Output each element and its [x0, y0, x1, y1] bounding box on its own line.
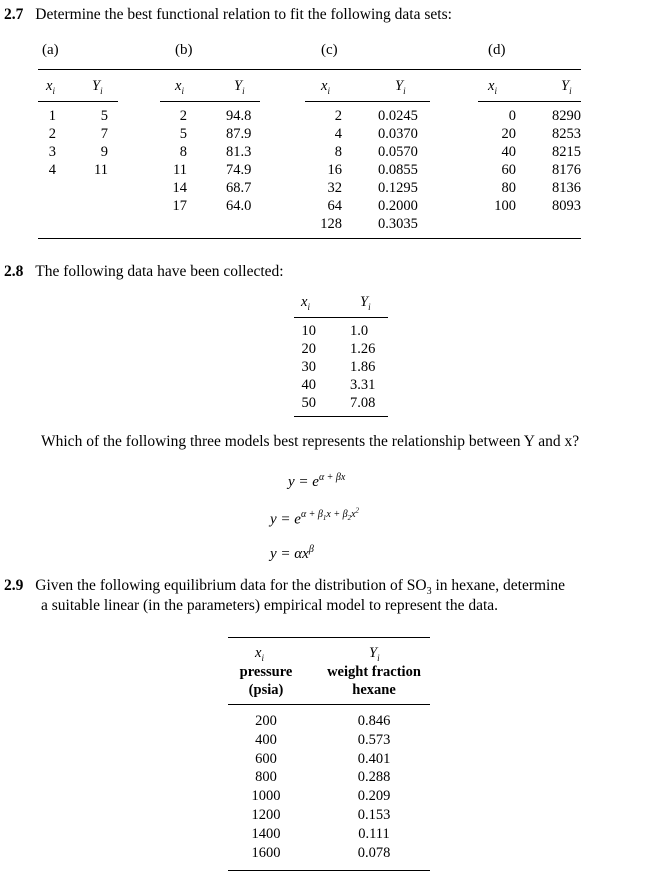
column-x	[296, 322, 316, 412]
column-pressure	[228, 712, 304, 862]
header-y-line2: hexane	[352, 682, 396, 698]
cell: 2	[334, 108, 342, 124]
problem-2-8-heading	[4, 263, 284, 281]
header-y-symbol: $Y_i$	[369, 645, 380, 663]
set-label-d: (d)	[488, 42, 506, 58]
cell: 32	[327, 180, 342, 196]
cell: 0.0855	[378, 162, 418, 178]
problem-number: 2.9	[4, 577, 24, 594]
equation-2: $y = e^{\alpha + \beta_1x + \beta_2x^2}$	[270, 507, 360, 528]
cell: 0.1295	[378, 180, 418, 196]
cell: 0.0570	[378, 144, 418, 160]
column-y-b	[226, 107, 266, 215]
table-bottom-rule	[228, 870, 430, 871]
cell: 5	[179, 126, 187, 142]
cell: 0.0370	[378, 126, 418, 142]
cell: 81.3	[226, 144, 252, 160]
cell: 7	[100, 126, 108, 142]
cell: 9	[100, 144, 108, 160]
cell: 400	[255, 731, 277, 748]
cell: 0.078	[357, 844, 391, 861]
cell: 80	[501, 180, 516, 196]
cell: 7.08	[350, 395, 376, 411]
cell: 40	[501, 144, 516, 160]
column-x-c	[310, 107, 342, 233]
header-y-c: $Y_i$	[395, 78, 406, 96]
problem-text: The following data have been collected:	[35, 263, 284, 280]
cell: 2	[179, 108, 187, 124]
cell: 8136	[552, 180, 581, 196]
equation-3: $y = \alpha x^\beta$	[270, 544, 314, 562]
table-bottom-rule	[38, 238, 581, 239]
problem-number: 2.7	[4, 6, 24, 23]
cell: 0.153	[357, 806, 391, 823]
cell: 11	[173, 162, 187, 178]
header-rule-a	[38, 101, 118, 102]
cell: 0.0245	[378, 108, 418, 124]
cell: 8253	[552, 126, 581, 142]
cell: 8	[179, 144, 187, 160]
column-x-d	[482, 107, 516, 215]
header-rule-d	[478, 101, 581, 102]
cell: 8093	[552, 198, 581, 214]
cell: 5	[100, 108, 108, 124]
header-rule-c	[305, 101, 430, 102]
cell: 0	[508, 108, 516, 124]
cell: 0.209	[357, 788, 391, 805]
cell: 3	[48, 144, 56, 160]
header-y-b: $Y_i$	[234, 78, 245, 96]
table-top-rule	[38, 69, 581, 70]
cell: 0.401	[357, 750, 391, 767]
cell: 128	[320, 216, 342, 232]
column-y-a	[86, 107, 108, 179]
column-x-b	[165, 107, 187, 215]
header-y-d: $Y_i$	[561, 78, 572, 96]
header-x-line1: pressure	[239, 664, 293, 680]
cell: 10	[301, 323, 316, 339]
cell: 4	[48, 162, 56, 178]
problem-text-line1-start: Given the following equilibrium data for the distribution of SO	[35, 577, 427, 594]
cell: 87.9	[226, 126, 252, 142]
cell: 0.2000	[378, 198, 418, 214]
cell: 200	[255, 713, 277, 729]
cell: 0.573	[357, 731, 391, 748]
header-x-a: $x_i$	[46, 78, 55, 96]
cell: 1.26	[350, 341, 376, 357]
column-y	[350, 322, 390, 412]
header-x-b: $x_i$	[175, 78, 184, 96]
equation-1: $y = e^{\alpha + \beta x}$	[288, 472, 346, 490]
cell: 40	[301, 377, 316, 393]
cell: 64	[327, 198, 342, 214]
problem-text-line1	[35, 577, 565, 598]
question-text: Which of the following three models best represents the relationship between Y and x?	[41, 433, 580, 450]
cell: 64.0	[226, 198, 252, 214]
column-y-d	[552, 107, 592, 215]
header-x-line2: (psia)	[248, 682, 284, 698]
header-x-d: $x_i$	[488, 78, 497, 96]
problem-number: 2.8	[4, 263, 24, 280]
column-y-c	[378, 107, 428, 233]
header-y-line1: weight fraction	[327, 664, 421, 680]
problem-text-line2: a suitable linear (in the parameters) empirical model to represent the data.	[41, 597, 499, 614]
problem-text-line1-end: in hexane, determine	[431, 577, 565, 594]
set-label-c: (c)	[321, 42, 338, 58]
header-x-c: $x_i$	[321, 78, 330, 96]
column-x-a	[40, 107, 56, 179]
cell: 2	[48, 126, 56, 142]
header-x: $x_i$	[301, 294, 310, 312]
header-y-a: $Y_i$	[92, 78, 103, 96]
cell: 20	[501, 126, 516, 142]
cell: 1.0	[350, 323, 369, 339]
header-rule	[294, 317, 388, 318]
cell: 0.288	[357, 769, 391, 786]
header-y: $Y_i$	[360, 294, 371, 312]
problem-text: Determine the best functional relation to fit the following data sets:	[35, 6, 452, 23]
cell: 20	[301, 341, 316, 357]
cell: 100	[494, 198, 516, 214]
problem-2-7-heading	[4, 6, 452, 24]
cell: 1600	[251, 844, 281, 861]
cell: 0.3035	[378, 216, 418, 232]
cell: 94.8	[226, 108, 252, 124]
header-rule	[228, 704, 430, 705]
cell: 1000	[251, 788, 281, 805]
cell: 68.7	[226, 180, 252, 196]
cell: 8290	[552, 108, 581, 124]
cell: 800	[255, 769, 277, 786]
subscript: 3	[426, 586, 432, 598]
cell: 1.86	[350, 359, 376, 375]
header-rule-b	[160, 101, 260, 102]
cell: 1200	[251, 806, 281, 823]
cell: 11	[94, 162, 108, 178]
cell: 8	[334, 144, 342, 160]
cell: 0.111	[358, 825, 390, 842]
header-x-symbol: $x_i$	[255, 645, 264, 663]
cell: 600	[255, 750, 277, 767]
cell: 14	[172, 180, 187, 196]
cell: 8215	[552, 144, 581, 160]
problem-2-9-heading	[4, 577, 649, 598]
cell: 74.9	[226, 162, 252, 178]
cell: 3.31	[350, 377, 376, 393]
cell: 30	[301, 359, 316, 375]
cell: 17	[172, 198, 187, 214]
column-weight-fraction	[318, 712, 430, 862]
cell: 1400	[251, 825, 281, 842]
cell: 0.846	[357, 713, 391, 729]
set-label-a: (a)	[42, 42, 59, 58]
cell: 4	[334, 126, 342, 142]
cell: 16	[327, 162, 342, 178]
cell: 8176	[552, 162, 581, 178]
set-label-b: (b)	[175, 42, 193, 58]
cell: 1	[48, 108, 56, 124]
cell: 50	[301, 395, 316, 411]
table-top-rule	[228, 637, 430, 638]
table-bottom-rule	[294, 416, 388, 417]
cell: 60	[501, 162, 516, 178]
